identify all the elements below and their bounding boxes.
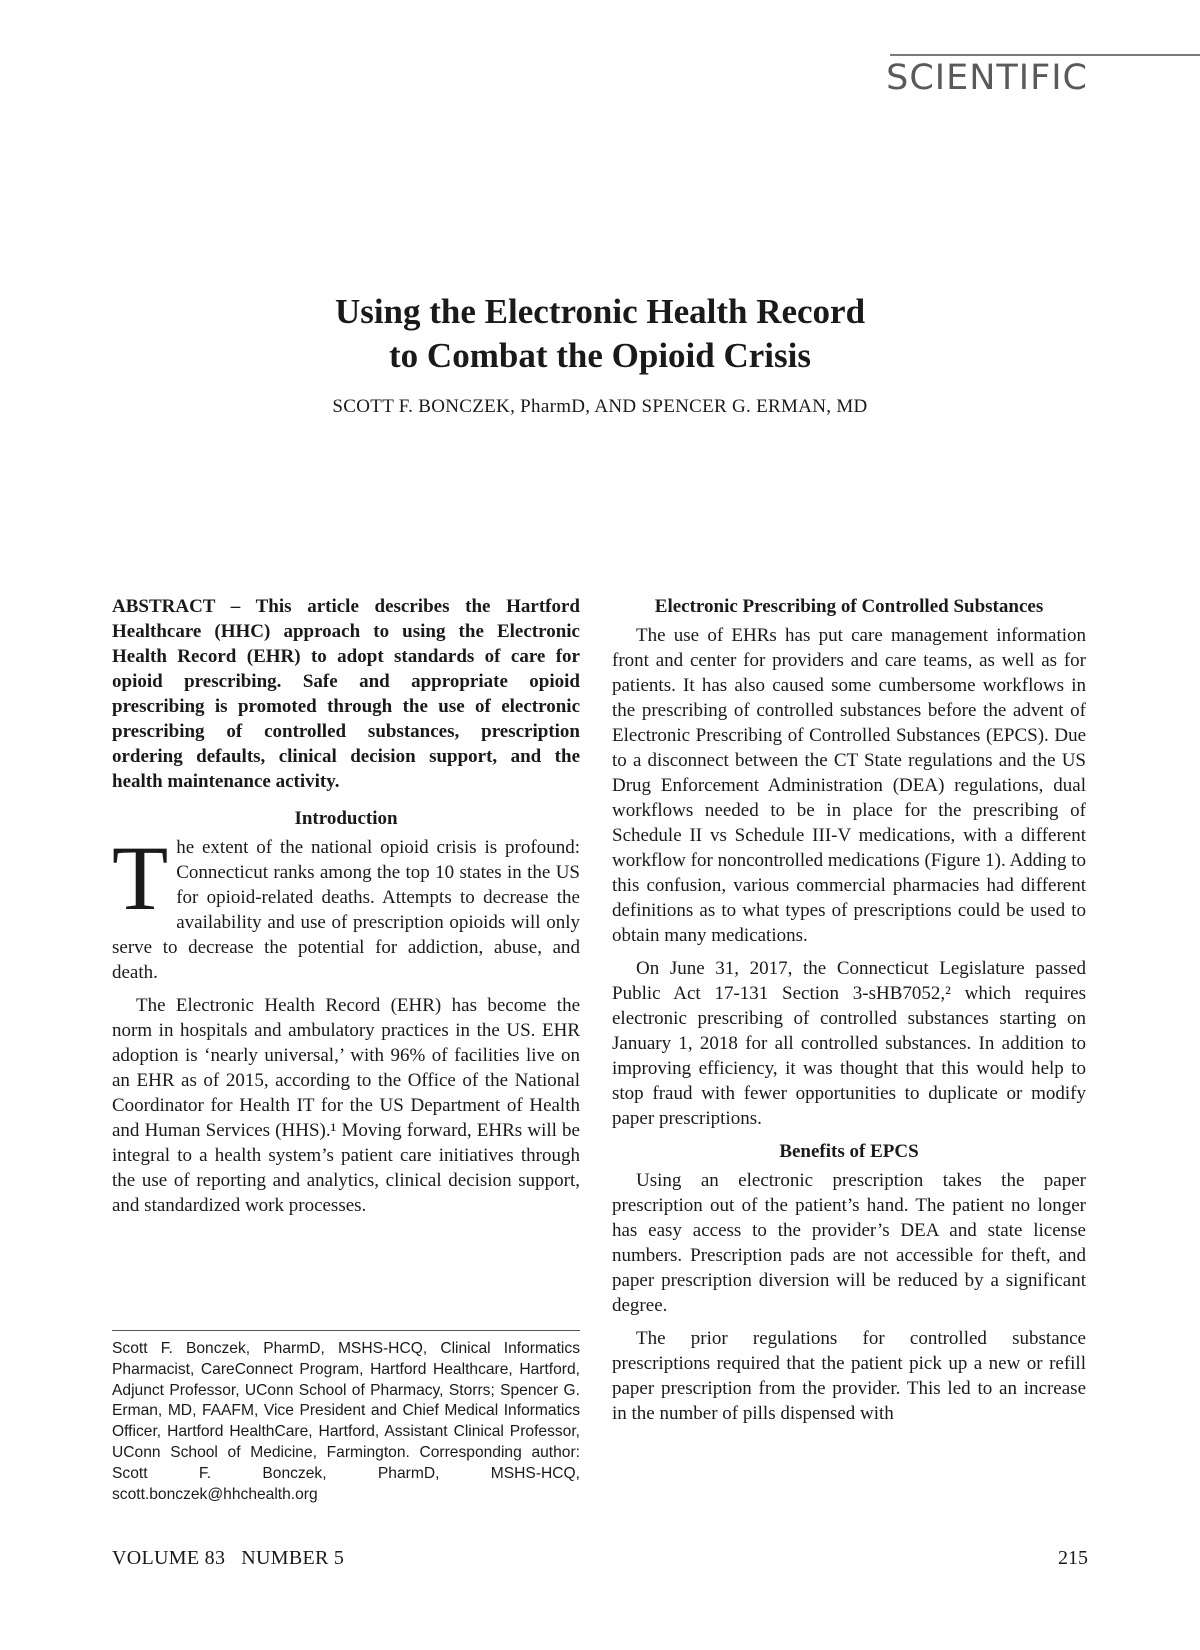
introduction-paragraph-1 bbox=[112, 827, 580, 985]
article-authors: SCOTT F. BONCZEK, PharmD, AND SPENCER G. ERMAN, MD bbox=[332, 396, 868, 417]
introduction-heading: Introduction bbox=[294, 808, 398, 829]
title-line-2: to Combat the Opioid Crisis bbox=[389, 336, 811, 375]
benefits-heading: Benefits of EPCS bbox=[779, 1141, 919, 1162]
header-rule bbox=[890, 54, 1200, 56]
abstract: ABSTRACT – This article describes the Hartford Healthcare (HHC) approach to using the Electronic Health Record (EHR) to adopt standards of care for opioid prescribing. Safe and appropriate opioid prescribing is promoted through the use of electronic prescribing of controlled substances, prescription ordering defaults, clinical decision support, and the health maintenance activity. bbox=[112, 596, 580, 792]
introduction-paragraph-2: The Electronic Health Record (EHR) has become the norm in hospitals and ambulatory practices in the US. EHR adoption is ‘nearly universal,’ with 96% of facilities live on an EHR as of 2015, according to the Office of the National Coordinator for Health IT for the US Department of Health and Human Services (HHS).¹ Moving forward, EHRs will be integral to a health system’s patient care initiatives through the use of reporting and analytics, clinical decision support, and standardized work processes. bbox=[112, 995, 580, 1216]
right-column bbox=[612, 594, 1086, 1434]
footer-volume-info bbox=[112, 1547, 360, 1570]
footer-number: NUMBER 5 bbox=[241, 1547, 345, 1569]
epcs-heading: Electronic Prescribing of Controlled Substances bbox=[654, 596, 1044, 617]
epcs-paragraph-2: On June 31, 2017, the Connecticut Legislature passed Public Act 17-131 Section 3-sHB7052,² which requires electronic prescribing of controlled substances starting on January 1, 2018 for all controlled substances. In addition to improving efficiency, it was thought that this would help to stop fraud with fewer opportunities to duplicate or modify paper prescriptions. bbox=[612, 958, 1086, 1129]
article-title bbox=[200, 290, 1000, 378]
title-line-1: Using the Electronic Health Record bbox=[334, 292, 866, 331]
left-column bbox=[112, 594, 580, 1226]
page-number: 215 bbox=[1058, 1547, 1088, 1569]
benefits-paragraph-2: The prior regulations for controlled substance prescriptions required that the patient pick up a new or refill paper prescription from the provider. This led to an increase in the number of pills dispensed with bbox=[612, 1328, 1086, 1424]
section-label: SCIENTIFIC bbox=[886, 58, 1088, 98]
benefits-paragraph-1: Using an electronic prescription takes the paper prescription out of the patient’s hand. The patient no longer has easy access to the provider’s DEA and state license numbers. Prescription pads are not accessible for theft, and paper prescription diversion will be reduced by a significant degree. bbox=[612, 1170, 1086, 1316]
introduction-paragraph-1-text: he extent of the national opioid crisis is profound: Connecticut ranks among the top 10 states in the US for opioid-related deaths. Attempts to decrease the availability and use of prescription opioids will only serve to decrease the potential for addiction, abuse, and death. bbox=[112, 837, 580, 983]
author-footnote: Scott F. Bonczek, PharmD, MSHS-HCQ, Clinical Informatics Pharmacist, CareConnect Program, Hartford Healthcare, Hartford, Adjunct Professor, UConn School of Pharmacy, Storrs; Spencer G. Erman, MD, FAAFM, Vice President and Chief Medical Informatics Officer, Hartford HealthCare, Hartford, Assistant Clinical Professor, UConn School of Medicine, Farmington. Corresponding author: Scott F. Bonczek, PharmD, MSHS-HCQ, scott.bonczek@hhchealth.org bbox=[112, 1330, 580, 1505]
epcs-paragraph-1: The use of EHRs has put care management information front and center for providers and care teams, as well as for patients. It has also caused some cumbersome workflows in the prescribing of controlled substances before the advent of Electronic Prescribing of Controlled Substances (EPCS). Due to a disconnect between the CT State regulations and the US Drug Enforcement Administration (DEA) regulations, dual workflows needed to be in place for the prescribing of Schedule II vs Schedule III-V medications, with a different workflow for noncontrolled medications (Figure 1). Adding to this confusion, various commercial pharmacies had different definitions as to what types of prescriptions could be used to obtain many medications. bbox=[612, 625, 1086, 946]
drop-cap: T bbox=[112, 827, 169, 929]
footer-volume: VOLUME 83 bbox=[112, 1547, 226, 1569]
